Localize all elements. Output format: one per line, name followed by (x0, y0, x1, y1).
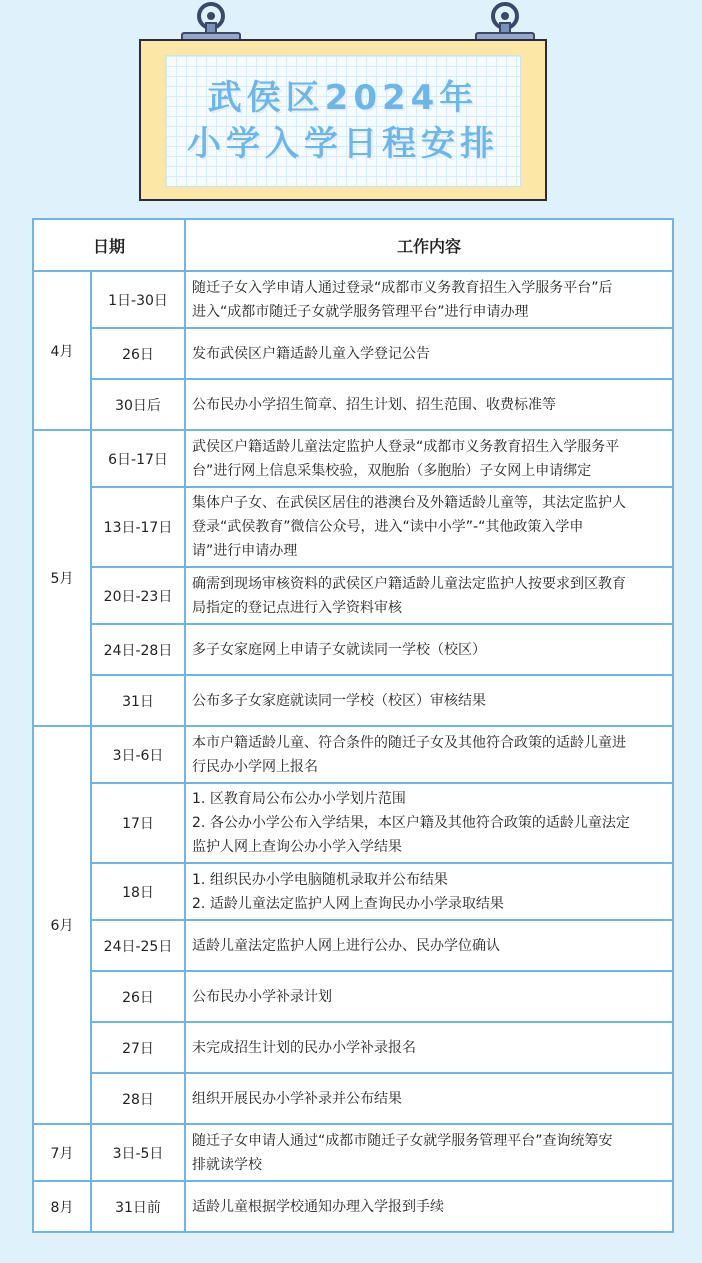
content-line: 行民办小学网上报名 (192, 758, 319, 775)
day-cell: 3日-6日 (91, 726, 185, 783)
day-cell: 31日 (91, 675, 185, 726)
content-line: 公布民办小学招生简章、招生计划、招生范围、收费标准等 (192, 396, 557, 413)
day-cell: 28日 (91, 1073, 185, 1124)
table-row (33, 726, 673, 783)
day-cell: 17日 (91, 783, 185, 863)
content-line: 进入“成都市随迁子女就学服务管理平台”进行申请办理 (192, 303, 529, 320)
day-cell: 30日后 (91, 379, 185, 430)
table-row (33, 487, 673, 567)
content-cell (185, 328, 673, 379)
content-cell (185, 567, 673, 624)
day-cell: 20日-23日 (91, 567, 185, 624)
day-cell: 24日-25日 (91, 920, 185, 971)
content-cell (185, 1124, 673, 1181)
content-line: 适龄儿童根据学校通知办理入学报到手续 (192, 1198, 445, 1215)
content-line: 公布民办小学补录计划 (192, 988, 333, 1005)
content-line: 随迁子女入学申请人通过登录“成都市义务教育招生入学服务平台”后 (192, 279, 613, 296)
table-row (33, 379, 673, 430)
title-board (139, 39, 547, 201)
content-line: 多子女家庭网上申请子女就读同一学校（校区） (192, 641, 487, 658)
day-cell: 6日-17日 (91, 430, 185, 487)
table-row (33, 1181, 673, 1232)
content-line: 台”进行网上信息采集校验，双胞胎（多胞胎）子女网上申请绑定 (192, 462, 592, 479)
table-row (33, 783, 673, 863)
day-cell: 31日前 (91, 1181, 185, 1232)
content-cell (185, 863, 673, 920)
content-line: 适龄儿童法定监护人网上进行公办、民办学位确认 (192, 937, 501, 954)
content-cell (185, 430, 673, 487)
content-line: 登录“武侯教育”微信公众号，进入“读中小学”-“其他政策入学申 (192, 519, 584, 535)
day-cell: 26日 (91, 971, 185, 1022)
content-line: 1. 区教育局公布公办小学划片范围 (192, 791, 406, 807)
title-board-grid (165, 55, 521, 187)
page-title-line-1: 武侯区2024年 (207, 78, 479, 118)
page-title-line-2: 小学入学日程安排 (187, 124, 499, 164)
table-row (33, 328, 673, 379)
table-row (33, 863, 673, 920)
content-line: 2. 适龄儿童法定监护人网上查询民办小学录取结果 (192, 895, 504, 912)
content-column-header: 工作内容 (185, 219, 673, 271)
table-row (33, 675, 673, 726)
day-cell: 24日-28日 (91, 624, 185, 675)
date-column-header: 日期 (33, 219, 185, 271)
day-cell: 27日 (91, 1022, 185, 1073)
content-line: 随迁子女申请人通过“成都市随迁子女就学服务管理平台”查询统筹安 (192, 1132, 613, 1149)
schedule-body (33, 271, 673, 1232)
table-row (33, 624, 673, 675)
content-cell (185, 1073, 673, 1124)
table-row (33, 271, 673, 328)
content-cell (185, 783, 673, 863)
content-cell (185, 1181, 673, 1232)
table-row (33, 920, 673, 971)
content-cell (185, 726, 673, 783)
content-cell (185, 624, 673, 675)
content-cell (185, 487, 673, 567)
content-line: 确需到现场审核资料的武侯区户籍适龄儿童法定监护人按要求到区教育 (192, 575, 627, 592)
month-cell: 5月 (33, 430, 91, 726)
table-row (33, 567, 673, 624)
day-cell: 1日-30日 (91, 271, 185, 328)
content-line: 2. 各公办小学公布入学结果，本区户籍及其他符合政策的适龄儿童法定 (192, 815, 630, 831)
content-cell (185, 971, 673, 1022)
content-line: 本市户籍适龄儿童、符合条件的随迁子女及其他符合政策的适龄儿童进 (192, 734, 627, 751)
table-row (33, 1073, 673, 1124)
table-row (33, 430, 673, 487)
content-line: 排就读学校 (192, 1156, 263, 1173)
day-cell: 18日 (91, 863, 185, 920)
schedule-table (32, 218, 674, 1233)
content-line: 公布多子女家庭就读同一学校（校区）审核结果 (192, 692, 487, 709)
month-cell: 4月 (33, 271, 91, 430)
table-row (33, 1022, 673, 1073)
month-cell: 7月 (33, 1124, 91, 1181)
content-cell (185, 271, 673, 328)
content-line: 未完成招生计划的民办小学补录报名 (192, 1039, 417, 1056)
content-cell (185, 675, 673, 726)
content-cell (185, 1022, 673, 1073)
table-header-row (33, 219, 673, 271)
day-cell: 13日-17日 (91, 487, 185, 567)
content-line: 监护人网上查询公办小学入学结果 (192, 839, 403, 855)
month-cell: 6月 (33, 726, 91, 1124)
content-line: 武侯区户籍适龄儿童法定监护人登录“成都市义务教育招生入学服务平 (192, 438, 620, 455)
content-line: 集体户子女、在武侯区居住的港澳台及外籍适龄儿童等，其法定监护人 (192, 495, 627, 511)
table-row (33, 1124, 673, 1181)
day-cell: 26日 (91, 328, 185, 379)
content-line: 组织开展民办小学补录并公布结果 (192, 1090, 403, 1107)
content-cell (185, 920, 673, 971)
content-line: 发布武侯区户籍适龄儿童入学登记公告 (192, 345, 431, 362)
content-line: 局指定的登记点进行入学资料审核 (192, 599, 403, 616)
content-line: 请”进行申请办理 (192, 543, 298, 559)
table-row (33, 971, 673, 1022)
content-cell (185, 379, 673, 430)
day-cell: 3日-5日 (91, 1124, 185, 1181)
month-cell: 8月 (33, 1181, 91, 1232)
content-line: 1. 组织民办小学电脑随机录取并公布结果 (192, 871, 448, 888)
